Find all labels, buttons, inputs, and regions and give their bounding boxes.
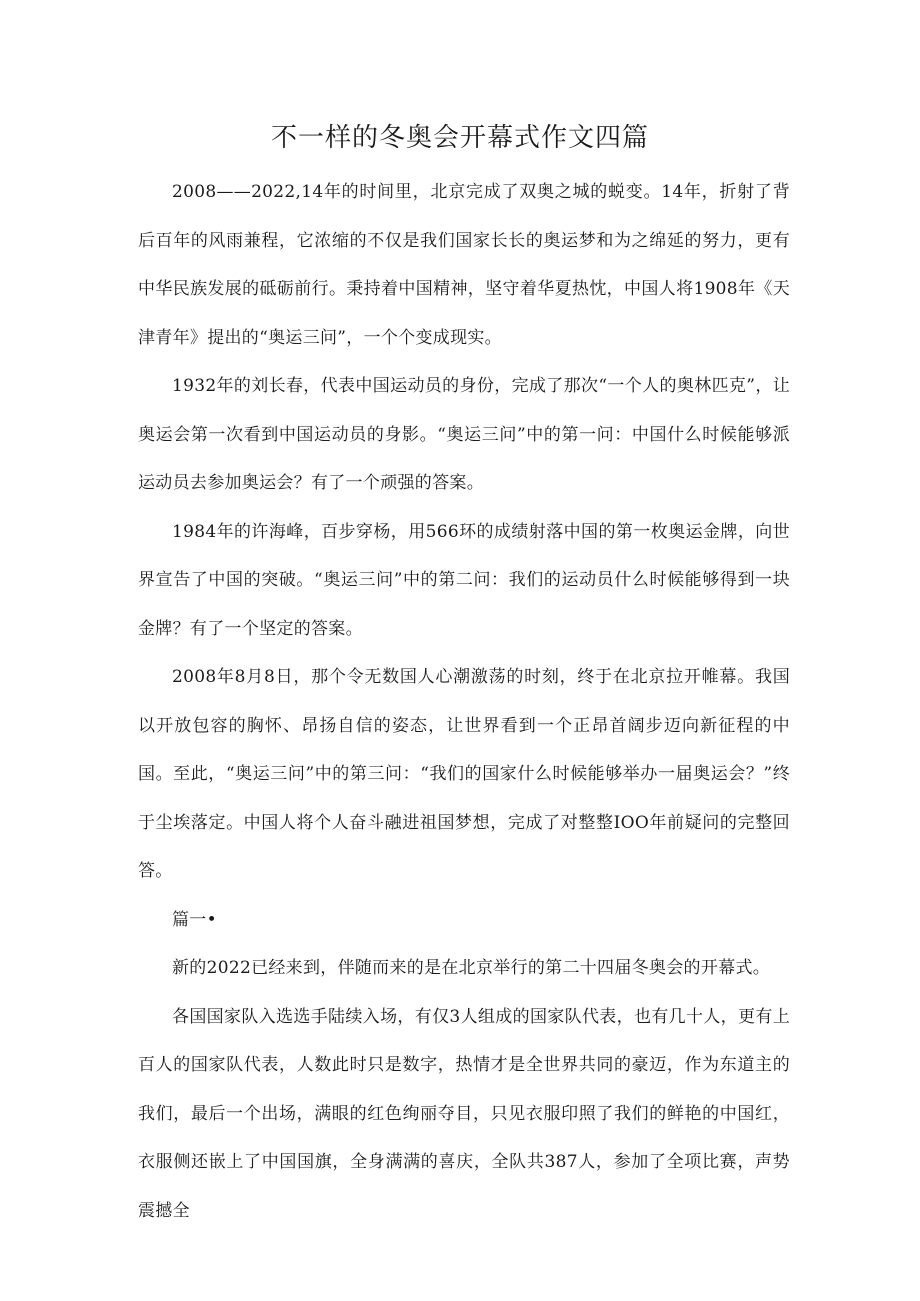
paragraph-1932: 1932年的刘长春，代表中国运动员的身份，完成了那次“一个人的奥林匹克”，让奥运会第一次看到中国运动员的身影。“奥运三问”中的第一问：中国什么时候能够派运动员去参加奥运会？有了一个顽强的答案。 [138, 376, 790, 493]
paragraph-teams-entrance: 各国国家队入选选手陆续入场，有仅3人组成的国家队代表，也有几十人，更有上百人的国家队代表，人数此时只是数字，热情才是全世界共同的豪迈，作为东道主的我们，最后一个出场，满眼的红色绚丽夺目，只见衣服印照了我们的鲜艳的中国红，衣服侧还嵌上了中国国旗，全身满满的喜庆，全队共387人，参加了全项比赛，声势震撼全 [138, 1006, 790, 1221]
document-body [138, 168, 790, 1235]
paragraph-1984: 1984年的许海峰，百步穿杨，用566环的成绩射落中国的第一枚奥运金牌，向世界宣告了中国的突破。“奥运三问”中的第二问：我们的运动员什么时候能够得到一块金牌？有了一个坚定的答案。 [138, 521, 790, 639]
paragraph-2008: 2008年8月8日，那个令无数国人心潮激荡的时刻，终于在北京拉开帷幕。我国以开放包容的胸怀、昂扬自信的姿态，让世界看到一个正昂首阔步迈向新征程的中国。至此，“奥运三问”中的第三问：“我们的国家什么时候能够举办一届奥运会？”终于尘埃落定。中国人将个人奋斗融进祖国梦想，完成了对整整IOO年前疑问的完整回答。 [138, 667, 790, 881]
section-heading-part-one: 篇一• [172, 909, 217, 930]
paragraph-2022-opening: 新的2022已经来到，伴随而来的是在北京举行的第二十四届冬奥会的开幕式。 [172, 958, 771, 978]
paragraph-intro: 2008——2022,14年的时间里，北京完成了双奥之城的蜕变。14年，折射了背后百年的风雨兼程，它浓缩的不仅是我们国家长长的奥运梦和为之绵延的努力，更有中华民族发展的砥砺前行。秉持着中国精神，坚守着华夏热忱，中国人将1908年《天津青年》提出的“奥运三问”，一个个变成现实。 [138, 182, 790, 348]
document-title: 不一样的冬奥会开幕式作文四篇 [270, 123, 649, 153]
